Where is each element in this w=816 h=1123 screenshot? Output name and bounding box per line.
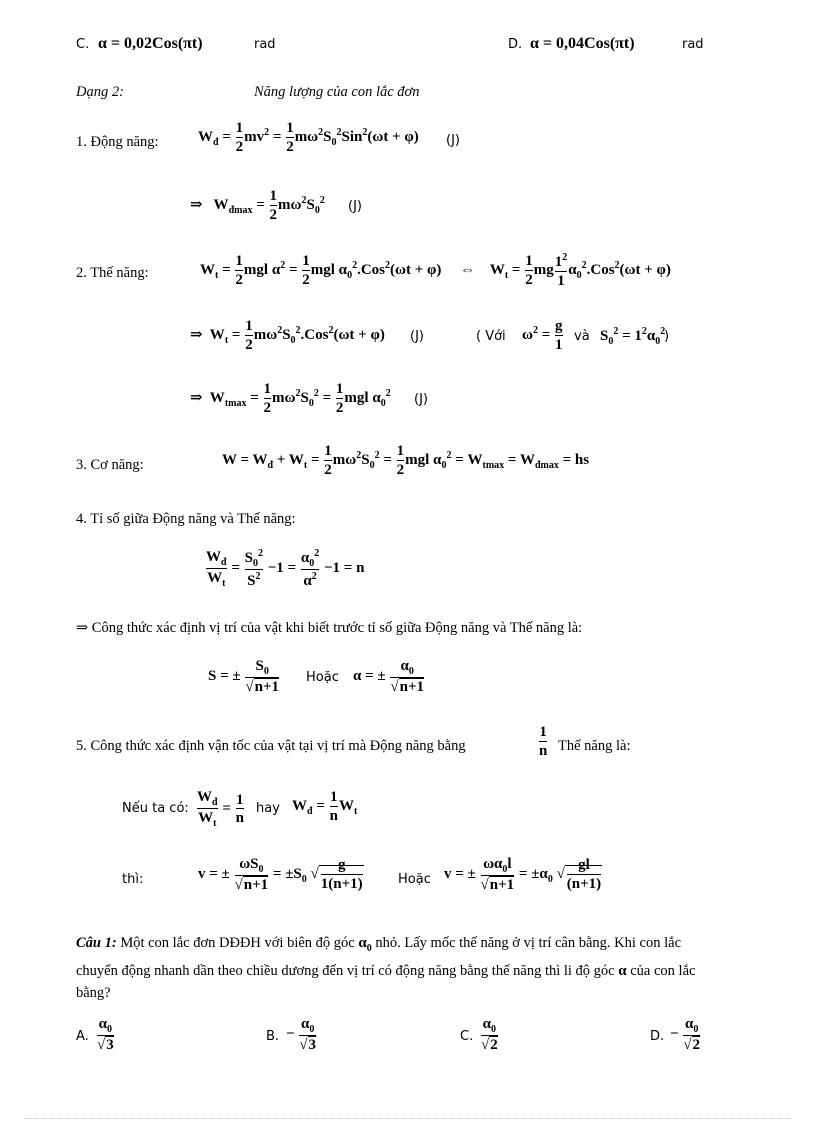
potential-energy-formula: $W_t$ = $\frac{1}{2}$ mgl $\alpha^2$ = $\frac{1}{2}$ mgl $\alpha_0^2.Cos^2(\omega t + \varphi)$ ⇔ $W_t$ = $\frac{1}{2}$ mg $\frac{1^2}{1}$ $\alpha_0^2.Cos^2(\omega t + \varphi)$ [200,252,671,289]
question-label: Câu 1: [76,935,117,951]
one-over-n: $\frac{1}{n}$ [539,724,548,759]
omega-relation: $\omega^2$ = $\frac{g}{1}$ [522,318,563,353]
item5-label-b: Thế năng là: [558,738,631,754]
condition-energy: $W_đ$ = $\frac{1}{n}$ $W_t$ [292,789,358,824]
item5-label-a: 5. Công thức xác định vận tốc của vật tại vị trí mà Động năng bằng [76,738,466,754]
question-alpha: α [618,963,627,979]
section-title: Năng lượng của con lắc đơn [254,84,420,100]
potential-energy-formula-2: ⇒ $W_t$ = $\frac{1}{2}$ $m\omega^2S_0^2.Cos^2(\omega t + \varphi)$ [190,318,385,353]
option-d-equation: α = 0,04Cos(πt) [530,35,635,52]
energy-ratio-formula: $\frac{W_đ}{W_t}$ = $\frac{S_0^2}{S^2}$ −1 = $\frac{\alpha_0^2}{\alpha^2}$ −1 = n [206,548,365,589]
answer-d-label: D. [650,1029,665,1044]
question-line2-end: của con lắc [630,963,696,979]
item1-unit: (J) [446,133,460,148]
hs-label: hs [574,451,590,468]
if-text: Nếu ta có: [122,801,189,816]
max-kinetic-energy-formula: ⇒ $W_{đmax}$ = $\frac{1}{2}$ $m\omega^2S_0^2$ [190,188,325,223]
question-block [76,932,776,1004]
item1-label: 1. Động năng: [76,134,159,150]
question-line3: bằng? [76,985,111,1001]
question-line2: chuyển động nhanh dần theo chiều dương đến vị trí có động năng bằng thế năng thì li độ góc [76,963,615,979]
answer-d-expression: − $\frac{\alpha_0}{√2}$ [670,1016,701,1053]
amplitude-relation: $S_0^2 = 1^2\alpha_0^2$ [600,326,666,347]
option-d-unit: rad [682,37,704,52]
answer-c-expression: $\frac{\alpha_0}{√2}$ [481,1016,498,1053]
item2-close: ) [664,329,670,344]
item1-unit2: (J) [348,199,362,214]
angular-velocity-formula: v = ± $\frac{\omega\alpha_0l}{√n+1}$ = $\pm\alpha_0$ √ $\frac{gl}{(n+1)}$ [444,856,602,893]
section-label: Dạng 2: [76,84,124,100]
or-label-2: Hoặc [398,872,431,887]
velocity-formula: v = ± $\frac{\omega S_0}{√n+1}$ = $\pm S_0$ √ $\frac{g}{1(n+1)}$ [198,856,363,893]
item4-label: 4. Tỉ số giữa Động năng và Thế năng: [76,511,296,527]
option-c-label: C. [76,37,90,52]
option-c-equation: α = 0,02Cos(πt) [98,35,203,52]
answer-a-label: A. [76,1029,89,1044]
question-text-b: nhỏ. Lấy mốc thế năng ở vị trí cân bằng. Khi con lắc [375,935,682,951]
mechanical-energy-formula: $W = W_đ + W_t$ = $\frac{1}{2}$ $m\omega^2S_0^2$ = $\frac{1}{2}$ mgl $\alpha_0^2 = W_{tmax} = W_{đmax}$ = hs [222,443,590,478]
angle-position-formula: α = ± $\frac{\alpha_0}{√n+1}$ [353,658,425,695]
question-alpha0: $\alpha_0$ [358,935,372,954]
ratio-n: n [356,560,365,577]
item2-and-label: và [574,329,590,344]
item3-label: 3. Cơ năng: [76,457,144,473]
option-d-label: D. [508,37,523,52]
item2-with-label: ( Với [476,329,506,344]
item2-label: 2. Thế năng: [76,265,149,281]
answer-c-label: C. [460,1029,474,1044]
option-c-unit: rad [254,37,276,52]
position-formula-text: ⇒ Công thức xác định vị trí của vật khi biết trước tỉ số giữa Động năng và Thế năng là: [76,620,583,636]
hay-text: hay [256,801,280,816]
item2-unit2: (J) [414,392,428,407]
question-text-a: Một con lắc đơn DĐĐH với biên độ góc [120,935,355,951]
then-text: thì: [122,872,144,887]
item2-unit: (J) [410,329,424,344]
kinetic-energy-formula: $W_đ$ = $\frac{1}{2}$ $mv^2$ = $\frac{1}{2}$ $m\omega^2S_0^2Sin^2(\omega t + \varphi)$ [198,120,419,155]
page-bottom-divider [24,1118,792,1119]
condition-ratio: $\frac{W_đ}{W_t}$ = $\frac{1}{n}$ [197,789,244,829]
answer-b-label: B. [266,1029,280,1044]
answer-b-expression: − $\frac{\alpha_0}{√3}$ [286,1016,317,1053]
answer-a-expression: $\frac{\alpha_0}{√3}$ [97,1016,114,1053]
max-potential-energy-formula: ⇒ $W_{tmax}$ = $\frac{1}{2}$ $m\omega^2S_0^2$ = $\frac{1}{2}$ mgl $\alpha_0^2$ [190,381,391,416]
or-label-1: Hoặc [306,670,339,685]
position-formula: S = ± $\frac{S_0}{√n+1}$ [208,658,279,695]
